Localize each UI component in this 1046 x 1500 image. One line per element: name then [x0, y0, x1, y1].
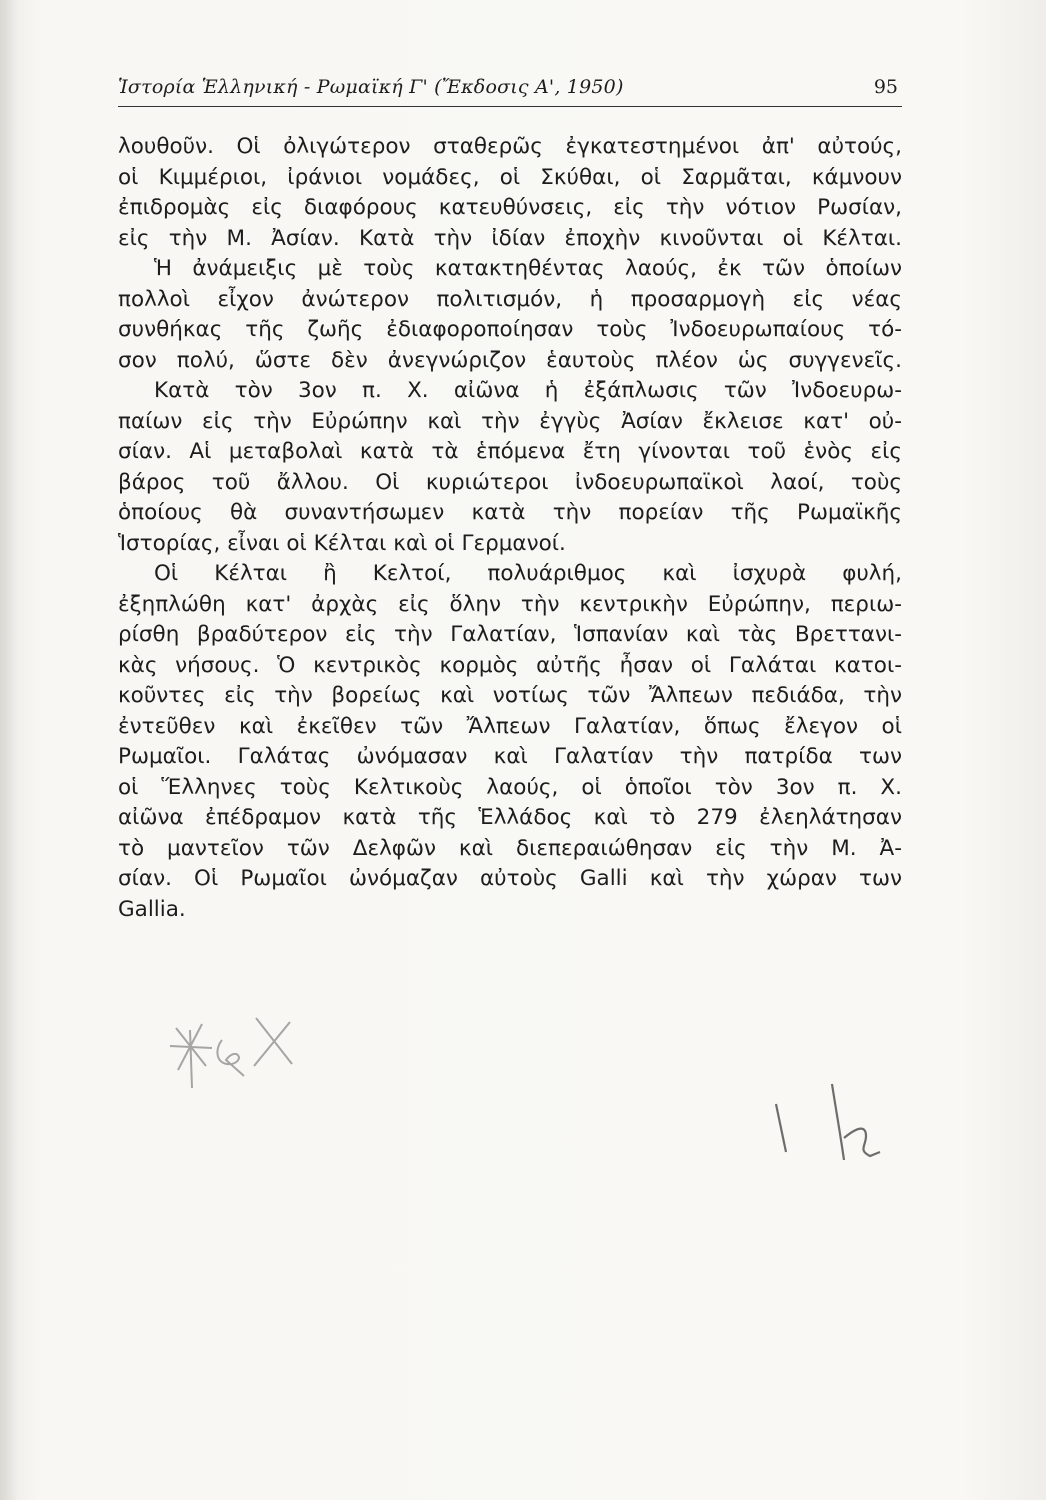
- text-line: παίων εἰς τὴν Εὐρώπην καὶ τὴν ἐγγὺς Ἀσίαν ἔκλεισε κατ' οὐ-: [118, 408, 902, 434]
- text-line: λουθοῦν. Οἱ ὀλιγώτερον σταθερῶς ἐγκατεστημένοι ἀπ' αὐτούς,: [118, 134, 902, 159]
- page-number: 95: [873, 76, 898, 98]
- text-line: οἱ Κιμμέριοι, ἰράνιοι νομάδες, οἱ Σκύθαι, οἱ Σαρμᾶται, κάμνουν: [118, 164, 902, 190]
- running-header: [118, 72, 902, 107]
- page-edge-shadow: [0, 0, 18, 1500]
- text-line: Ἡ ἀνάμειξις μὲ τοὺς κατακτηθέντας λαούς, ἐκ τῶν ὁποίων: [154, 256, 902, 281]
- text-line: οἱ Ἕλληνες τοὺς Κελτικοὺς λαούς, οἱ ὁποῖοι τὸν 3ον π. Χ.: [118, 774, 902, 800]
- text-line: Κατὰ τὸν 3ον π. Χ. αἰῶνα ἡ ἐξάπλωσις τῶν Ἰνδοευρω-: [154, 378, 902, 403]
- text-line: ἐπιδρομὰς εἰς διαφόρους κατευθύνσεις, εἰς τὴν νότιον Ρωσίαν,: [118, 195, 902, 220]
- text-line: ἐξηπλώθη κατ' ἀρχὰς εἰς ὅλην τὴν κεντρικὴν Εὐρώπην, περιω-: [118, 591, 902, 617]
- handwritten-mark-initials: [776, 1084, 880, 1160]
- paragraph: [118, 132, 902, 254]
- text-line: Gallia.: [118, 896, 186, 922]
- text-line: ὁποίους θὰ συναντήσωμεν κατὰ τὴν πορείαν τῆς Ρωμαϊκῆς: [118, 500, 902, 525]
- text-line: εἰς τὴν Μ. Ἀσίαν. Κατὰ τὴν ἰδίαν ἐποχὴν κινοῦνται οἱ Κέλται.: [118, 225, 902, 251]
- text-line: Οἱ Κέλται ἢ Κελτοί, πολυάριθμος καὶ ἰσχυρὰ φυλή,: [154, 561, 902, 586]
- text-line: συνθήκας τῆς ζωῆς ἐδιαφοροποίησαν τοὺς Ἰνδοευρωπαίους τό-: [118, 317, 902, 342]
- text-line: ρίσθη βραδύτερον εἰς τὴν Γαλατίαν, Ἱσπανίαν καὶ τὰς Βρεττανι-: [118, 622, 902, 647]
- text-line: αἰῶνα ἐπέδραμον κατὰ τῆς Ἑλλάδος καὶ τὸ 279 ἐλεηλάτησαν: [118, 805, 902, 830]
- text-line: Ἱστορίας, εἶναι οἱ Κέλται καὶ οἱ Γερμανοί.: [118, 530, 566, 556]
- text-line: σίαν. Οἱ Ρωμαῖοι ὠνόμαζαν αὐτοὺς Galli καὶ τὴν χώραν των: [118, 866, 902, 891]
- header-title: Ἱστορία Ἑλληνική - Ρωμαϊκή Γ' (Ἔκδοσις Α', 1950): [118, 76, 624, 98]
- handwritten-mark-star-x: [170, 1018, 292, 1088]
- text-line: Ρωμαῖοι. Γαλάτας ὠνόμασαν καὶ Γαλατίαν τὴν πατρίδα των: [118, 744, 902, 769]
- text-line: κοῦντες εἰς τὴν βορείως καὶ νοτίως τῶν Ἄλπεων πεδιάδα, τὴν: [118, 683, 902, 708]
- paragraph: [118, 559, 902, 925]
- text-line: πολλοὶ εἶχον ἀνώτερον πολιτισμόν, ἡ προσαρμογὴ εἰς νέας: [118, 286, 902, 312]
- text-line: ἐντεῦθεν καὶ ἐκεῖθεν τῶν Ἄλπεων Γαλατίαν, ὅπως ἔλεγον οἱ: [118, 713, 902, 739]
- text-line: σίαν. Αἱ μεταβολαὶ κατὰ τὰ ἑπόμενα ἔτη γίνονται τοῦ ἑνὸς εἰς: [118, 439, 902, 464]
- text-line: βάρος τοῦ ἄλλου. Οἱ κυριώτεροι ἰνδοευρωπαϊκοὶ λαοί, τοὺς: [118, 469, 902, 495]
- paragraph: [118, 376, 902, 559]
- text-line: κὰς νήσους. Ὁ κεντρικὸς κορμὸς αὐτῆς ἦσαν οἱ Γαλάται κατοι-: [118, 652, 902, 678]
- body-text: [118, 132, 902, 925]
- text-line: τὸ μαντεῖον τῶν Δελφῶν καὶ διεπεραιώθησαν εἰς τὴν Μ. Ἀ-: [118, 835, 902, 861]
- paragraph: [118, 254, 902, 376]
- text-line: σον πολύ, ὥστε δὲν ἀνεγνώριζον ἑαυτοὺς πλέον ὡς συγγενεῖς.: [118, 347, 902, 373]
